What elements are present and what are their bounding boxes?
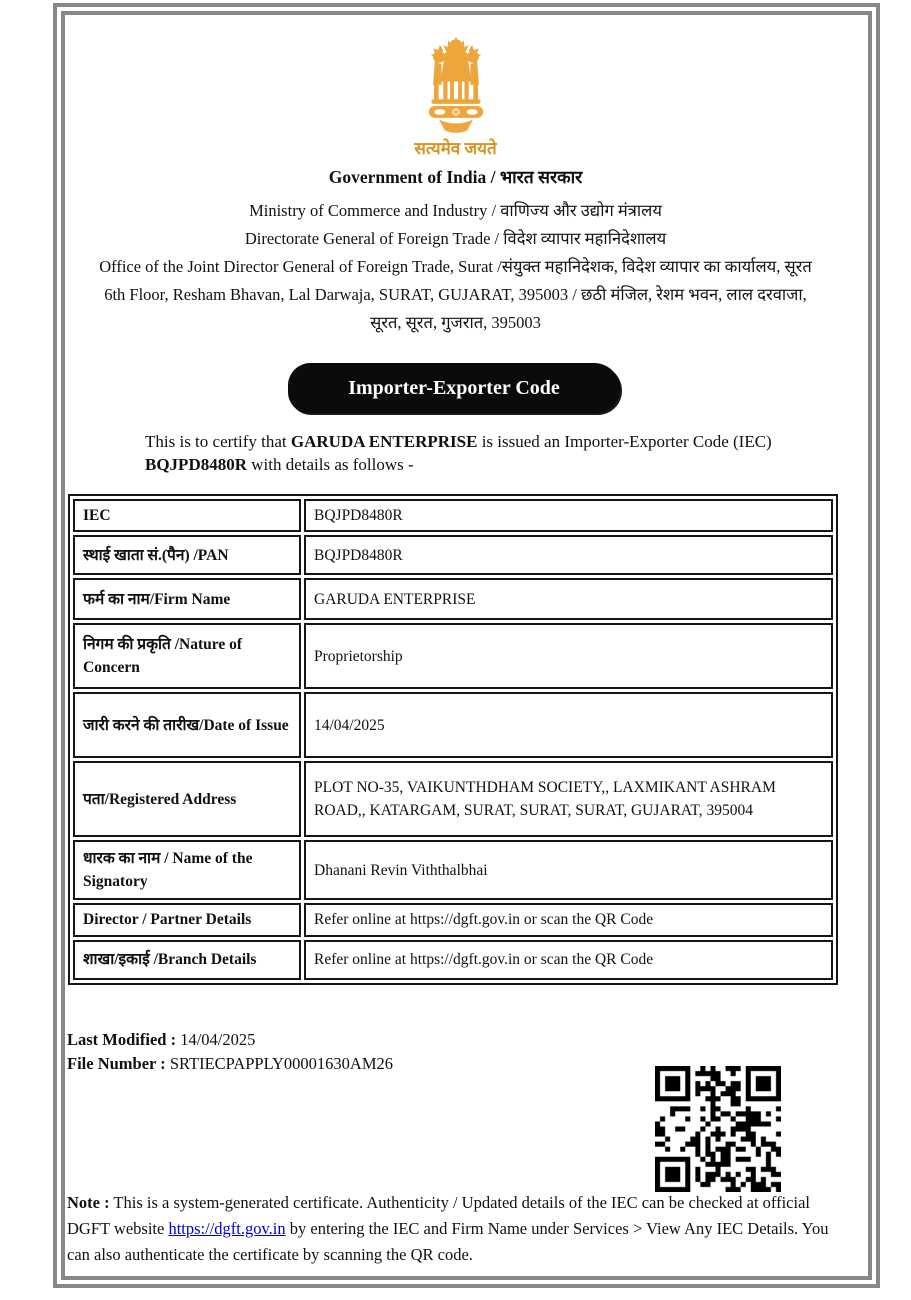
note-label: Note :	[67, 1193, 110, 1212]
address-line-1: 6th Floor, Resham Bhavan, Lal Darwaja, SURAT, GUJARAT, 395003 / छठी मंजिल, रेशम भवन, लाल दरवाजा,	[104, 285, 807, 304]
row-value-cell: PLOT NO-35, VAIKUNTHDHAM SOCIETY,, LAXMIKANT ASHRAM ROAD,, KATARGAM, SURAT, SURAT, SURAT, GUJARAT, 395004	[304, 761, 833, 837]
table-row-branch-details	[73, 940, 833, 980]
emblem-motto: सत्यमेव जयते	[414, 139, 497, 158]
last-modified-value: 14/04/2025	[180, 1030, 256, 1049]
qr-code-icon	[655, 1066, 781, 1192]
file-number-label: File Number :	[67, 1053, 166, 1073]
table-row-signatory-name	[73, 840, 833, 900]
row-value-cell: GARUDA ENTERPRISE	[304, 578, 833, 620]
note-before-link: This is a system-generated certificate. Authenticity / Updated details of the IEC can be checked at official DGFT website	[67, 1193, 810, 1238]
ashoka-emblem-icon	[0, 34, 911, 139]
row-value-cell: Refer online at https://dgft.gov.in or scan the QR Code	[304, 903, 833, 936]
row-value-cell: Refer online at https://dgft.gov.in or scan the QR Code	[304, 940, 833, 980]
row-label-cell: पता/Registered Address	[73, 761, 301, 837]
file-number-value: SRTIECPAPPLY00001630AM26	[169, 1053, 394, 1073]
row-label-cell: स्थाई खाता सं.(पैन) /PAN	[73, 535, 301, 575]
row-label-cell: फर्म का नाम/Firm Name	[73, 578, 301, 620]
row-value-cell: Dhanani Revin Viththalbhai	[304, 840, 833, 900]
table-row-registered-address	[73, 761, 833, 837]
certificate-title-banner: Importer-Exporter Code	[288, 363, 620, 413]
row-value-cell: 14/04/2025	[304, 692, 833, 758]
last-modified-line	[67, 1028, 627, 1052]
office-address-block	[70, 197, 841, 337]
table-row-firm-name	[73, 578, 833, 620]
dgft-website-link[interactable]: https://dgft.gov.in	[168, 1219, 286, 1238]
certification-statement	[145, 431, 785, 476]
row-value-cell: BQJPD8480R	[304, 535, 833, 575]
row-label-cell: Director / Partner Details	[73, 903, 301, 936]
file-number-line	[67, 1052, 627, 1076]
iec-details-table	[68, 494, 838, 985]
row-value-cell: BQJPD8480R	[304, 499, 833, 532]
last-modified-label: Last Modified :	[67, 1030, 177, 1049]
directorate-line: Directorate General of Foreign Trade / विदेश व्यापार महानिदेशालय	[244, 229, 667, 248]
table-row-nature-of-concern	[73, 623, 833, 689]
iec-code: BQJPD8480R	[145, 454, 247, 474]
government-of-india-title: Government of India / भारत सरकार	[328, 167, 583, 187]
row-label-cell: IEC	[73, 499, 301, 532]
row-label-cell: शाखा/इकाई /Branch Details	[73, 940, 301, 980]
table-row-director-partner-details	[73, 903, 833, 936]
office-line: Office of the Joint Director General of Foreign Trade, Surat /संयुक्त महानिदेशक, विदेश व्यापार का कार्यालय, सूरत	[99, 257, 812, 276]
row-label-cell: जारी करने की तारीख/Date of Issue	[73, 692, 301, 758]
footer-metadata	[67, 1028, 627, 1075]
row-value-cell: Proprietorship	[304, 623, 833, 689]
row-label-cell: धारक का नाम / Name of the Signatory	[73, 840, 301, 900]
table-row-pan	[73, 535, 833, 575]
note-text	[67, 1190, 847, 1268]
firm-name: GARUDA ENTERPRISE	[290, 432, 478, 451]
ministry-line: Ministry of Commerce and Industry / वाणिज्य और उद्योग मंत्रालय	[249, 201, 662, 220]
note-after-link: by entering the IEC and Firm Name under Services > View Any IEC Details. You can also authenticate the certificate by scanning the QR code.	[67, 1219, 829, 1264]
row-label-cell: निगम की प्रकृति /Nature of Concern	[73, 623, 301, 689]
intro-middle: is issued an Importer-Exporter Code (IEC)	[477, 432, 772, 451]
intro-prefix: This is to certify that	[145, 432, 291, 451]
table-row-date-of-issue	[73, 692, 833, 758]
table-row-iec	[73, 499, 833, 532]
address-line-2: सूरत, सूरत, गुजरात, 395003	[370, 313, 541, 332]
intro-suffix: with details as follows -	[247, 454, 414, 474]
